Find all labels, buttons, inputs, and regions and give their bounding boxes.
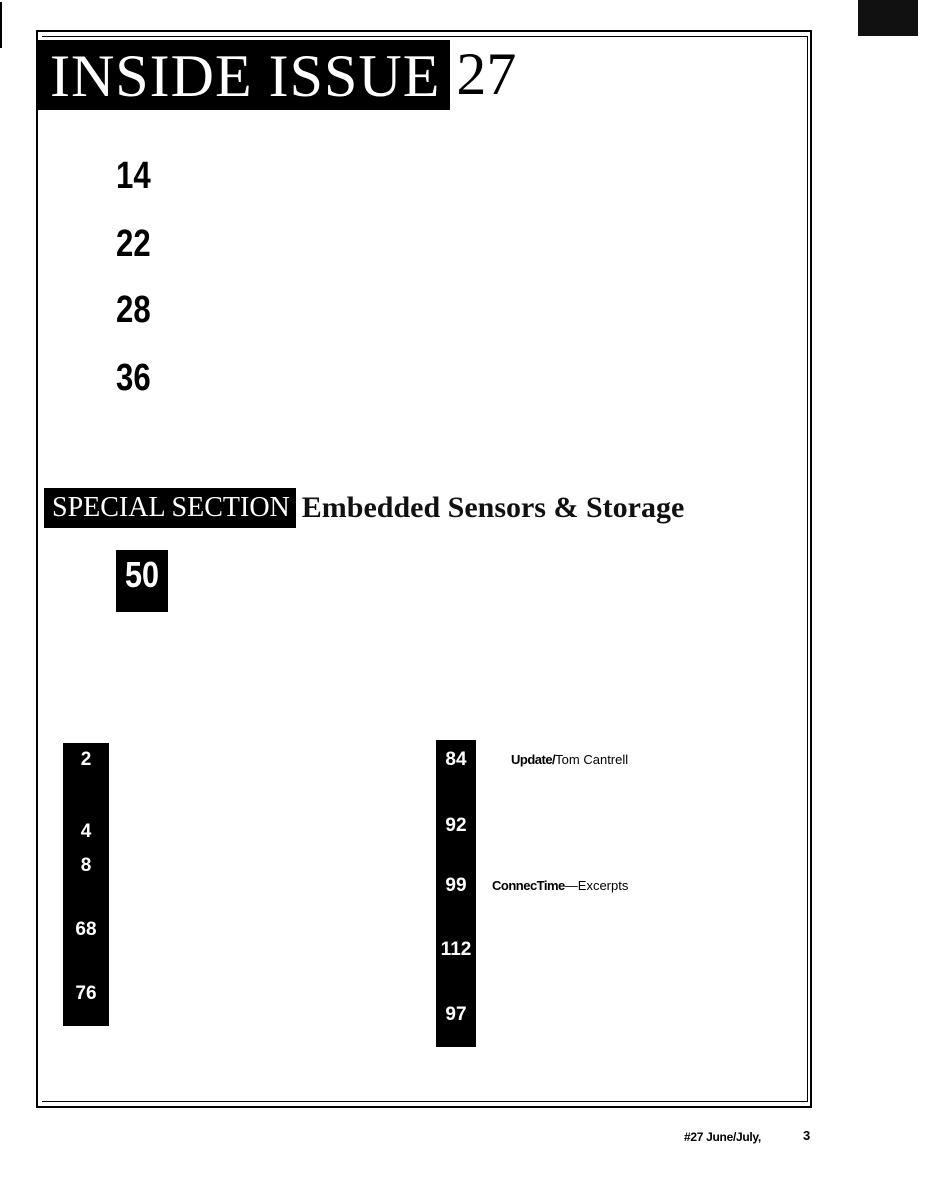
department-page-number[interactable]: 8 bbox=[80, 855, 92, 876]
department-page-number[interactable]: 99 bbox=[445, 875, 467, 896]
feature-page-number[interactable]: 22 bbox=[116, 223, 151, 265]
department-page-number[interactable]: 2 bbox=[80, 749, 92, 770]
feature-page-number[interactable]: 28 bbox=[116, 289, 151, 331]
department-page-number[interactable]: 84 bbox=[445, 749, 467, 770]
special-section-header bbox=[44, 488, 684, 528]
special-section-title: Embedded Sensors & Storage bbox=[301, 491, 685, 524]
feature-page-number[interactable]: 36 bbox=[116, 357, 151, 399]
departments-right-column bbox=[436, 740, 476, 1047]
department-title-bold: ConnecTime bbox=[492, 878, 565, 893]
department-title-rest: Tom Cantrell bbox=[555, 752, 629, 767]
departments-left-column bbox=[63, 743, 109, 1026]
footer-issue: #27 June/July, bbox=[684, 1130, 761, 1144]
issue-number: 27 bbox=[456, 41, 517, 107]
department-page-number[interactable]: 97 bbox=[445, 1004, 467, 1025]
department-page-number[interactable]: 4 bbox=[80, 821, 92, 842]
special-section-page-number[interactable] bbox=[116, 550, 168, 612]
margin-rule bbox=[0, 2, 2, 48]
department-page-number[interactable]: 68 bbox=[75, 919, 97, 940]
department-page-number[interactable]: 92 bbox=[445, 815, 467, 836]
footer-page-number: 3 bbox=[803, 1128, 811, 1143]
department-title-bold: Update/ bbox=[511, 752, 556, 767]
department-page-number[interactable]: 76 bbox=[75, 983, 97, 1004]
header-label: INSIDE ISSUE bbox=[36, 40, 450, 110]
special-section-label: SPECIAL SECTION bbox=[44, 488, 296, 528]
department-title[interactable] bbox=[511, 752, 628, 768]
page-header bbox=[36, 38, 516, 110]
corner-tab bbox=[858, 0, 918, 36]
department-title-rest: —Excerpts bbox=[564, 878, 629, 893]
feature-page-number[interactable]: 14 bbox=[116, 155, 151, 197]
department-title[interactable] bbox=[492, 878, 628, 894]
department-page-number[interactable]: 112 bbox=[440, 939, 472, 960]
special-section-page-label: 50 bbox=[124, 554, 160, 595]
